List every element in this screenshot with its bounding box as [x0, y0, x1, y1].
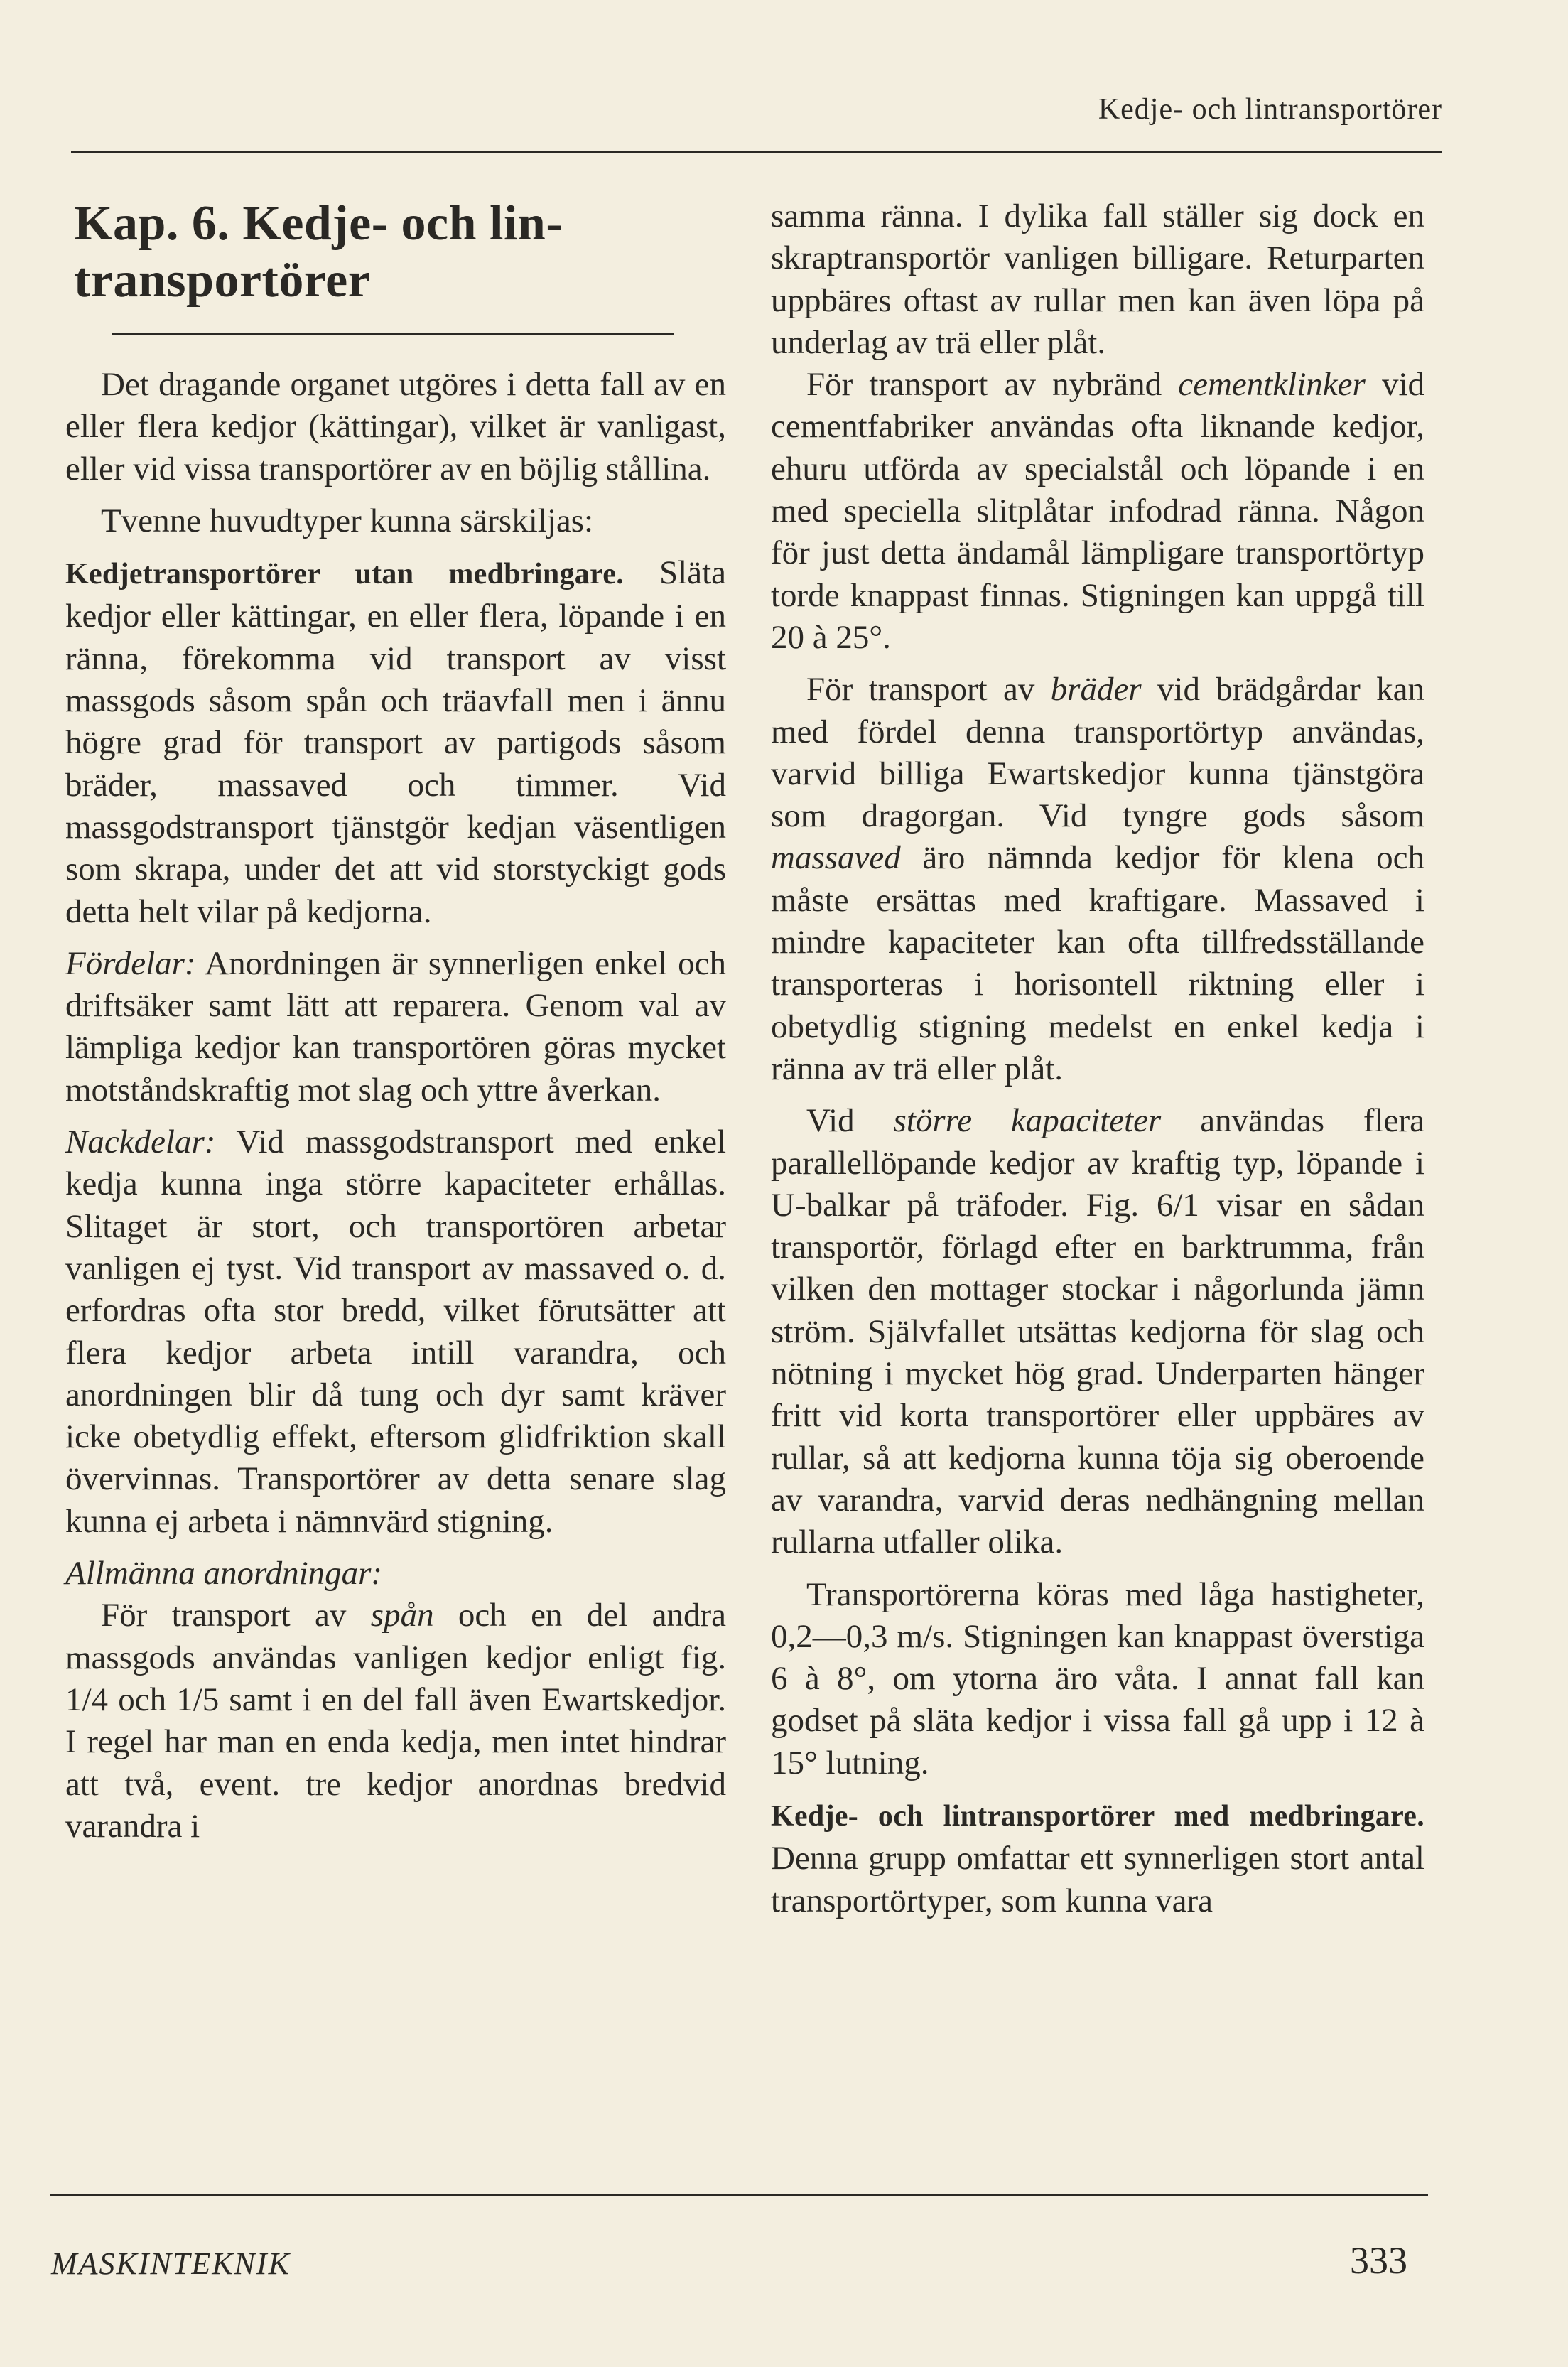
paragraph-larger-capacities: [771, 1100, 1424, 1563]
paragraph-text: Släta kedjor eller kättingar, en eller flera, löpande i en ränna, förekomma vid transport av visst massgods såsom spån och träavfall men i ännu högre grad för transport av partigods såsom bräder, massaved och timmer. Vid massgodstransport tjänstgör kedjan väsentligen som skrapa, under det att vid storstyckigt gods detta helt vilar på kedjorna.: [65, 554, 726, 930]
paragraph-shavings: [65, 1595, 726, 1848]
emphasis-text: massaved: [771, 839, 901, 877]
paragraph-text: vid cementfabriker användas ofta liknande kedjor, ehuru utförda av specialstål och löpande i en med speciella slitplåtar infodrad ränna. Någon för just detta ändamål lämpligare transportörtyp torde knappast finnas. Stigningen kan uppgå till 20 à 25°.: [771, 366, 1424, 656]
running-head: Kedje- och lintransportörer: [1098, 93, 1442, 126]
title-rule: [112, 333, 674, 335]
paragraph-continued: samma ränna. I dylika fall ställer sig dock en skraptransportör vanligen billigare. Returparten uppbäres oftast av rullar men kan även löpa på underlag av trä eller plåt.: [771, 198, 1424, 361]
journal-name: MASKINTEKNIK: [51, 2246, 291, 2281]
paragraph-intro: Det dragande organet utgöres i detta fall av en eller flera kedjor (kättingar), vilket är vanligast, eller vid vissa transportörer av en böjlig stållina.: [65, 366, 726, 487]
page-number: 333: [1350, 2239, 1407, 2282]
paragraph-text: För transport av: [806, 671, 1051, 708]
emphasis-text: cementklinker: [1178, 366, 1366, 404]
paragraph-text: Anordningen är synnerligen enkel och driftsäker samt lätt att reparera. Genom val av lämpliga kedjor kan transportören göras mycket motståndskraftig mot slag och yttre åverkan.: [65, 944, 726, 1109]
paragraph-text: Vid: [806, 1102, 894, 1140]
footer-rule: [50, 2194, 1428, 2196]
left-column: [65, 195, 726, 1848]
paragraph-with-carriers: [771, 1794, 1424, 1922]
header-rule: [71, 151, 1442, 153]
paragraph-disadvantages: [65, 1121, 726, 1543]
paragraph-types: Tvenne huvudtyper kunna särskiljas:: [101, 502, 594, 539]
label-general-arrangements: Allmänna anordningar:: [65, 1555, 383, 1592]
paragraph-text: användas flera parallellöpande kedjor av kraftig typ, löpande i U-balkar på träfoder. Fig. 6/1 visar en sådan transportör, förlagd efter en barktrumma, från vilken den mottager stockar i någorlunda jämn ström. Självfallet utsättas kedjorna för slag och nötning i mycket hög grad. Underparten hänger fritt vid korta transportörer eller uppbäres av rullar, så att kedjorna kunna töja sig oberoende av varandra, varvid deras nedhängning mellan rullarna utfaller olika.: [771, 1102, 1424, 1561]
paragraph-speeds: Transportörerna köras med låga hastigheter, 0,2—0,3 m/s. Stigningen kan knappast överstiga 6 à 8°, om ytorna äro våta. I annat fall kan godset på släta kedjor i vissa fall gå upp i 12 à 15° lutning.: [771, 1575, 1424, 1781]
paragraph-text: För transport av nybränd: [806, 366, 1179, 404]
paragraph-text: äro nämnda kedjor för klena och måste ersättas med kraftigare. Massaved i mindre kapaciteter kan ofta tillfredsställande transporteras i horisontell riktning eller i obetydlig stigning medelst en enkel kedja i ränna av trä eller plåt.: [771, 839, 1424, 1087]
paragraph-text: Denna grupp omfattar ett synnerligen stort antal transportörtyper, som kunna vara: [771, 1840, 1424, 1919]
label-advantages: Fördelar:: [65, 944, 196, 982]
section-heading-without-carriers: Kedjetransportörer utan medbringare.: [65, 558, 625, 591]
paragraph-cement-clinker: [771, 364, 1424, 659]
paragraph-text: För transport av: [101, 1597, 371, 1634]
paragraph-text: vid brädgårdar kan med fördel denna transportörtyp användas, varvid billiga Ewartskedjor kunna tjänstgöra som dragorgan. Vid tyngre gods såsom: [771, 671, 1424, 835]
paragraph-without-carriers: [65, 552, 726, 933]
paragraph-advantages: [65, 943, 726, 1111]
section-heading-with-carriers: Kedje- och lintransportörer med medbringare.: [771, 1799, 1424, 1833]
paragraph-text: Vid massgodstransport med enkel kedja kunna inga större kapaciteter erhållas. Slitaget är stort, och transportören arbetar vanligen ej tyst. Vid transport av massaved o. d. erfordras ofta stor bredd, vilket förutsätter att flera kedjor arbeta intill varandra, och anordningen blir då tung och dyr samt kräver icke obetydlig effekt, eftersom glidfriktion skall övervinnas. Transportörer av detta senare slag kunna ej arbeta i nämnvärd stigning.: [65, 1123, 726, 1540]
emphasis-text: spån: [370, 1597, 434, 1634]
right-column: [771, 195, 1424, 1922]
emphasis-text: större kapaciteter: [893, 1102, 1162, 1140]
emphasis-text: bräder: [1050, 671, 1142, 708]
label-disadvantages: Nackdelar:: [65, 1123, 216, 1161]
paragraph-text: och en del andra massgods användas vanligen kedjor enligt fig. 1/4 och 1/5 samt i en del fall även Ewartskedjor. I regel har man en enda kedja, men intet hindrar att två, event. tre kedjor anordnas bredvid varandra i: [65, 1597, 726, 1845]
paragraph-boards: [771, 669, 1424, 1090]
chapter-title: Kap. 6. Kedje- och lin-transportörer: [74, 196, 563, 308]
